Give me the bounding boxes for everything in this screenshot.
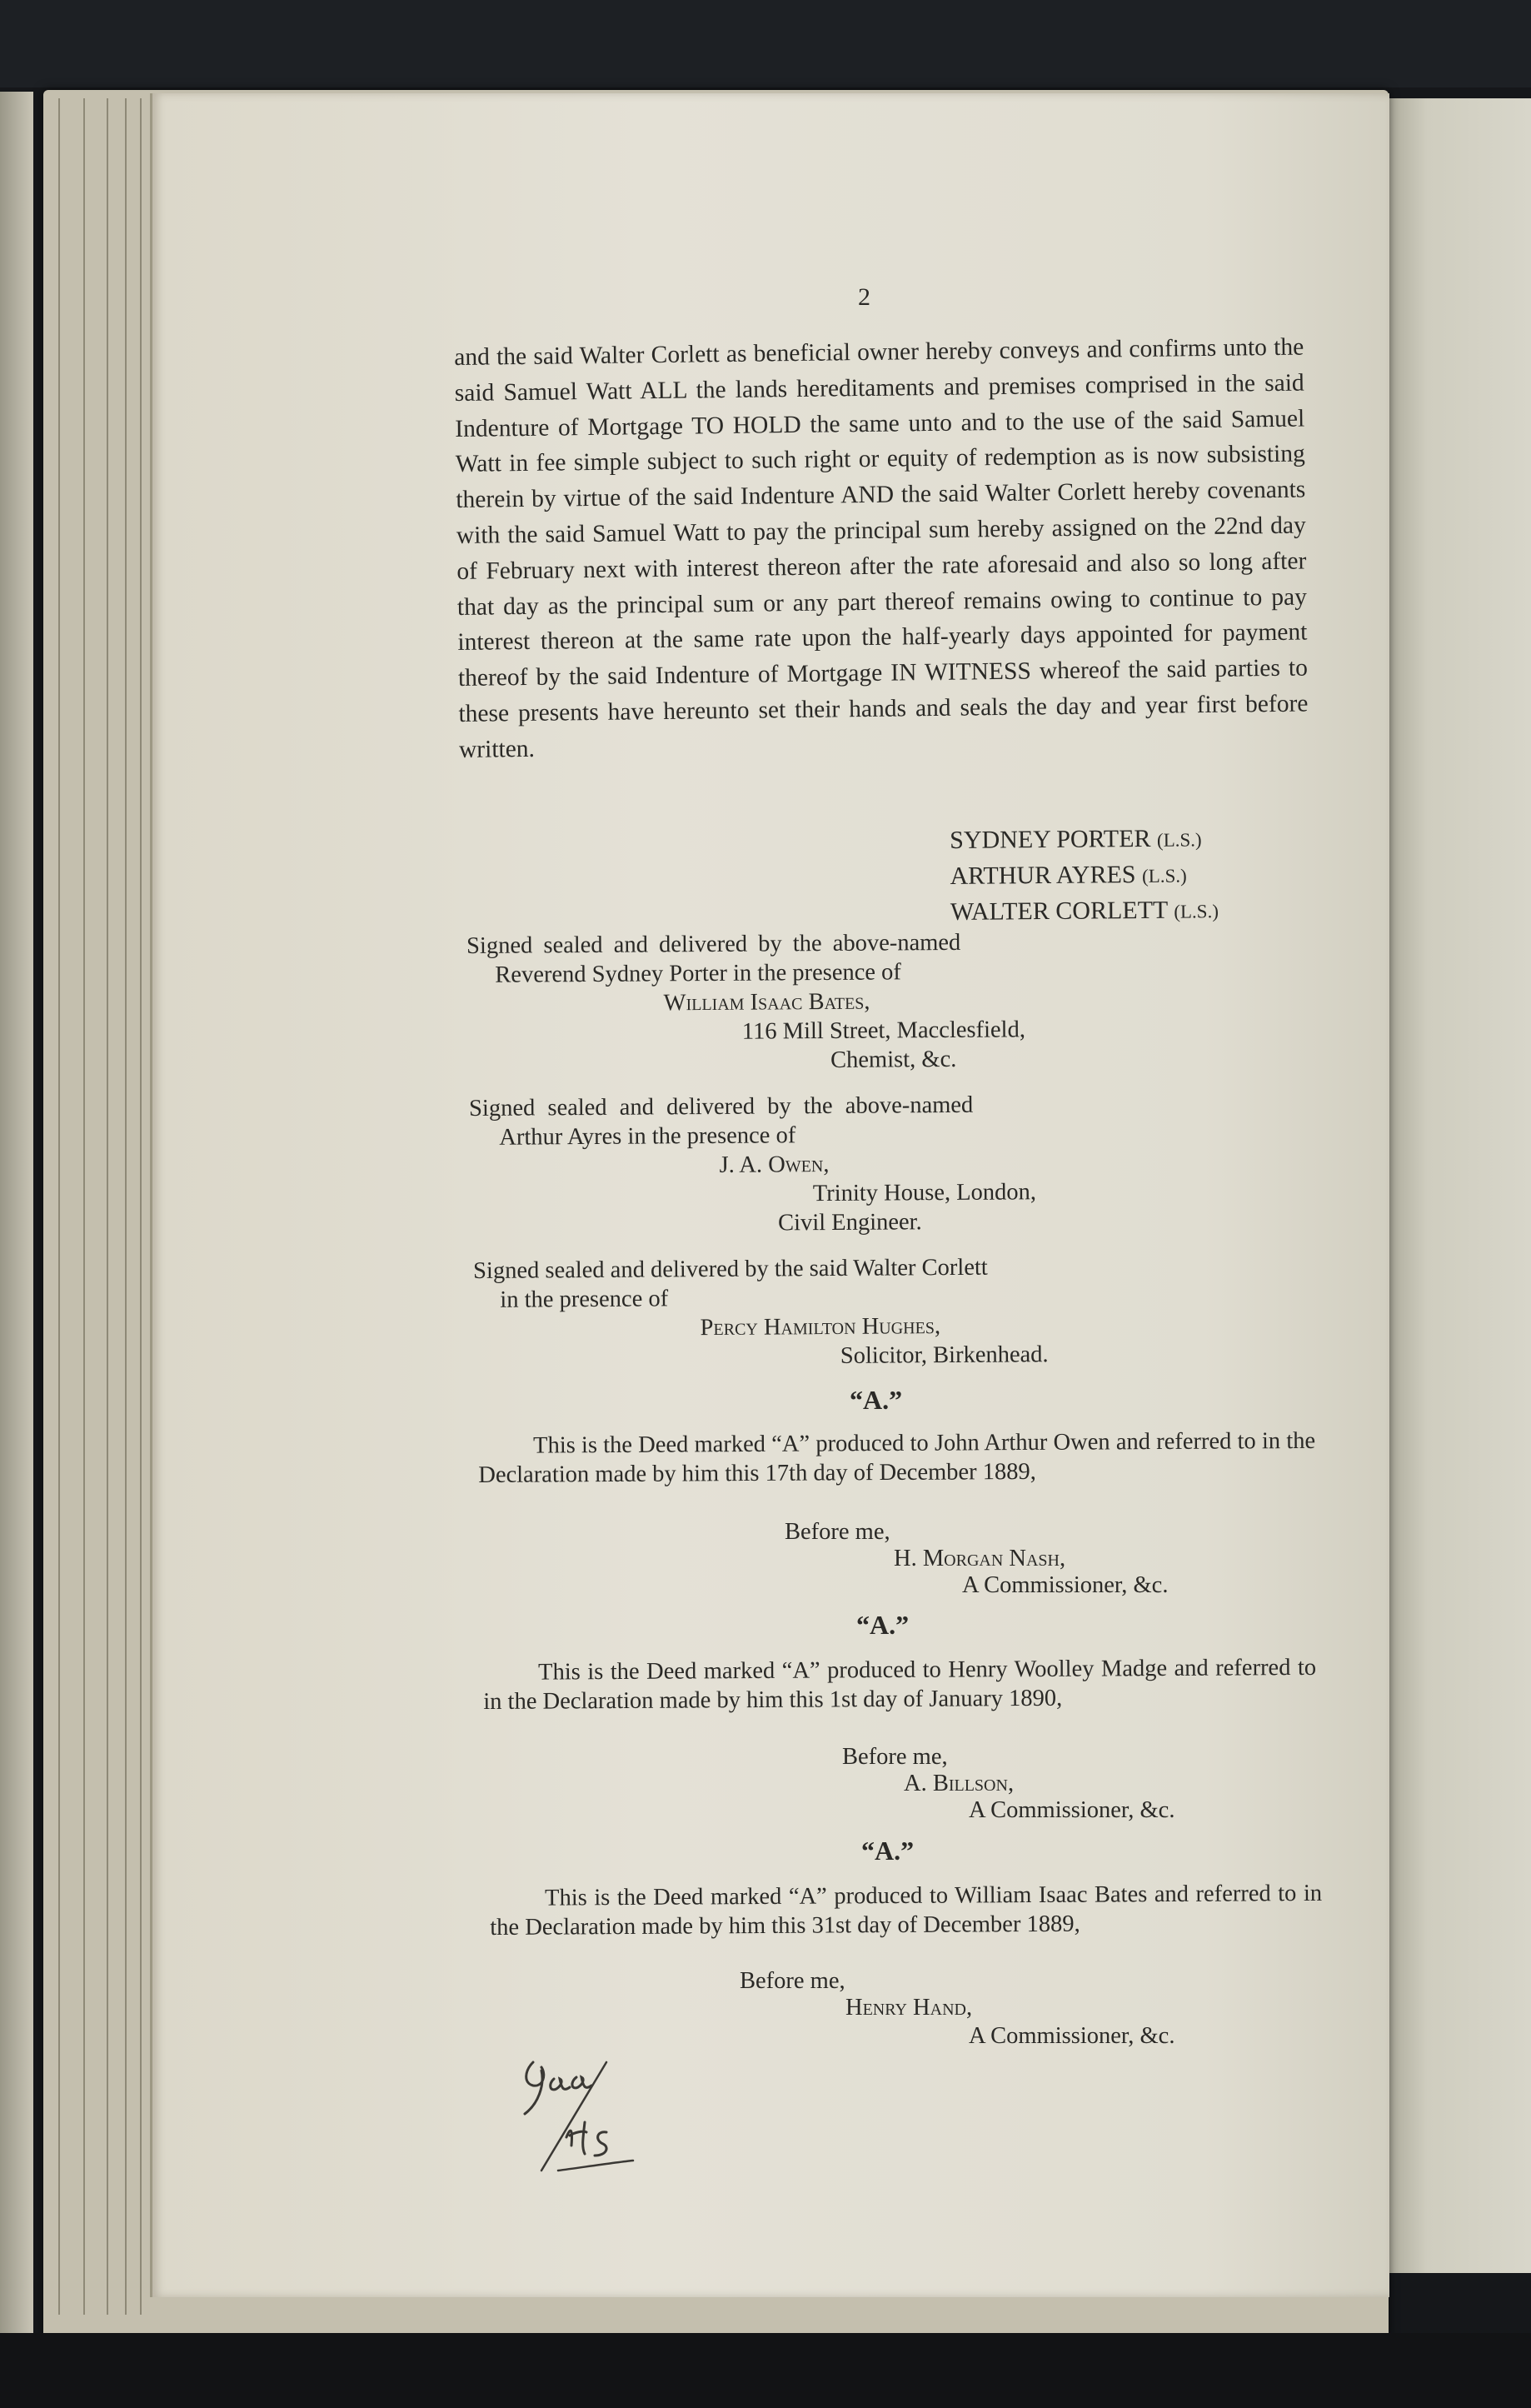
page-number: 2 xyxy=(858,283,870,311)
commissioner-name: H. Morgan Nash, xyxy=(894,1546,1066,1571)
deed-body-text: and the said Walter Corlett as beneficial owner hereby conveys and confirms unto the said Samuel Watt ALL the lands hereditaments and premises comprised in the said Indenture of Mortgage TO HOLD the same unto and to the use of the said Samuel Watt in fee simple subject to such right or equity of redemption as is now subsisting therein by virtue of the said Indenture AND the said Walter Corlett hereby covenants with the said Samuel Watt to pay the principal sum hereby assigned on the 22nd day of February next with interest thereon after the rate aforesaid and also so long after that day as the principal sum or any part thereof remains owing to continue to pay interest thereon at the same rate upon the half-yearly days appointed for payment thereof by the said Indenture of Mortgage IN WITNESS whereof the said parties to these presents have hereunto set their hands and seals the day and year first before written. xyxy=(454,333,1309,763)
signature-line: SYDNEY PORTER (L.S.) xyxy=(950,824,1202,854)
witness-block-ayres: Signed sealed and delivered by the above-named Arthur Ayres in the presence of J. A. Owen, Trinity House, London, Civil Engineer. xyxy=(469,1092,1037,1236)
page-edge-line xyxy=(83,98,85,2315)
page-edge-line xyxy=(58,98,60,2315)
commissioner-name: Henry Hand, xyxy=(845,1995,973,2021)
handwritten-annotation xyxy=(508,2046,650,2187)
signature-block xyxy=(950,821,1219,931)
attestation-text: This is the Deed marked “A” produced to William Isaac Bates and referred to in the Declaration made by him this 31st day of December 1889, xyxy=(490,1880,1323,1941)
attestation-text: This is the Deed marked “A” produced to John Arthur Owen and referred to in the Declaration made by him this 17th day of December 1889, xyxy=(478,1427,1316,1488)
exhibit-marker: “A.” xyxy=(861,1836,915,1866)
before-me: Before me, xyxy=(842,1744,948,1770)
witness-name: Percy Hamilton Hughes, xyxy=(700,1313,941,1341)
book-cover-top xyxy=(0,0,1531,87)
before-me: Before me, xyxy=(785,1519,890,1545)
witness-block-porter: Signed sealed and delivered by the above-named Reverend Sydney Porter in the presence of William Isaac Bates, 116 Mill Street, Macclesfield, Chemist, &c. xyxy=(466,929,1026,1073)
previous-page-edge xyxy=(0,92,33,2341)
signature-line: ARTHUR AYRES (L.S.) xyxy=(950,861,1187,890)
exhibit-marker: “A.” xyxy=(856,1610,910,1640)
before-me: Before me, xyxy=(740,1968,845,1994)
witness-name: William Isaac Bates, xyxy=(663,988,870,1017)
witness-name: J. A. Owen, xyxy=(719,1151,830,1178)
page-edge-line xyxy=(140,98,142,2315)
book-cover-bottom xyxy=(0,2333,1531,2408)
attestation-text: This is the Deed marked “A” produced to Henry Woolley Madge and referred to in the Declaration made by him this 1st day of January 1890, xyxy=(483,1654,1317,1715)
exhibit-marker: “A.” xyxy=(850,1385,903,1415)
commissioner-title: A Commissioner, &c. xyxy=(969,2023,1175,2049)
commissioner-name: A. Billson, xyxy=(904,1771,1015,1796)
commissioner-title: A Commissioner, &c. xyxy=(962,1572,1169,1598)
page-edge-line xyxy=(125,98,127,2315)
witness-block-corlett: Signed sealed and delivered by the said Walter Corlett in the presence of Percy Hamilton Hughes, Solicitor, Birkenhead. xyxy=(473,1254,1049,1369)
next-page-edge xyxy=(1383,98,1531,2273)
page-edge-line xyxy=(107,98,108,2315)
commissioner-title: A Commissioner, &c. xyxy=(969,1797,1175,1823)
signature-line: WALTER CORLETT (L.S.) xyxy=(950,896,1219,926)
